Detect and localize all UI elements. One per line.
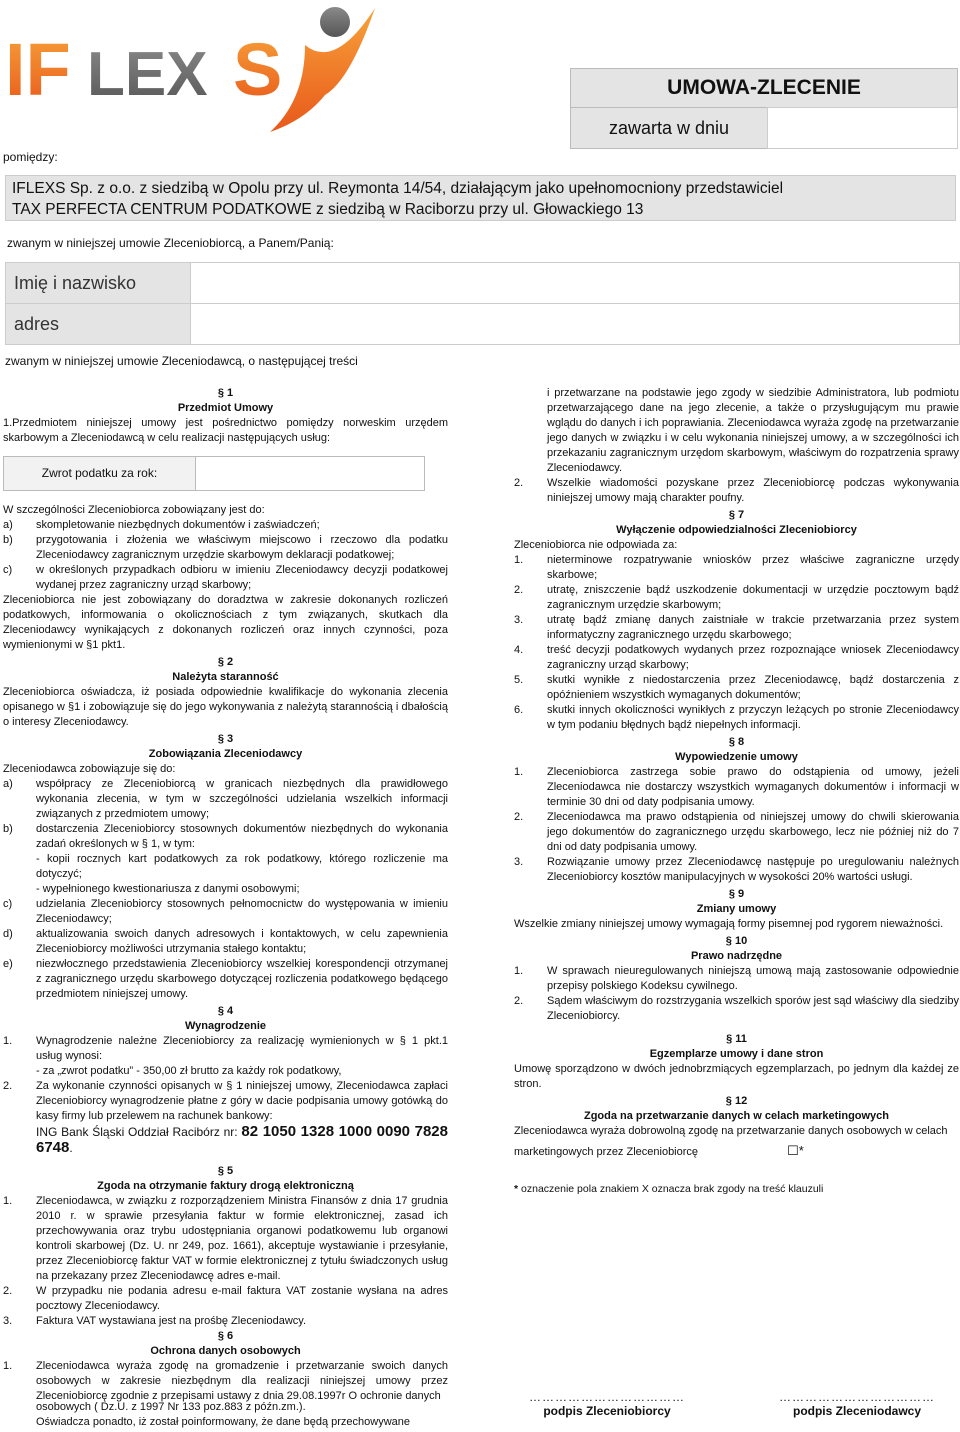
list-item: b) przygotowania i złożenia we właściwym miejscowo i rzeczowo dla podatku Zleceniodawcy zagranicznym urzędzie skarbowym deklaracji podatkowej;	[3, 534, 448, 561]
contractor-party	[5, 175, 956, 221]
section-2-symbol: § 2	[217, 656, 234, 668]
list-item: 3. utratę bądź zmianę danych zaistniałe w trakcie przetwarzania przez system informatyczny zagranicznego urzędu skarbowego;	[514, 614, 959, 641]
section-7-title: Wyłączenie odpowiedzialności Zleceniobiorcy	[616, 524, 857, 536]
section-6-title: Ochrona danych osobowych	[150, 1345, 301, 1357]
list-item: c) w określonych przypadkach odbioru w imieniu Zleceniodawcy decyzji podatkowej wydanej przez zagraniczny urząd skarbowy;	[3, 564, 448, 591]
list-item: 3. Rozwiązanie umowy przez Zleceniodawcę następuje po uregulowaniu należnych Zleceniobiorcy kosztów manipulacyjnych w wysokości 20% wartości usługi.	[514, 856, 959, 883]
section-5-title: Zgoda na otrzymanie faktury drogą elektroniczną	[97, 1180, 354, 1192]
section-12-title: Zgoda na przetwarzanie danych w celach marketingowych	[583, 1110, 890, 1122]
section-7-symbol: § 7	[728, 509, 745, 521]
date-label: zawarta w dniu	[570, 107, 768, 149]
intro-client-text: zwanym w niniejszej umowie Zleceniodawcą, o następującej treści	[5, 354, 358, 368]
list-item: c) udzielania Zleceniobiorcy stosownych pełnomocnictw do występowania w imieniu Zleceniodawcy;	[3, 898, 448, 925]
refund-year-row	[3, 456, 425, 491]
section-10-title: Prawo nadrzędne	[690, 950, 783, 962]
section-4-symbol: § 4	[217, 1005, 234, 1017]
logo-text-if: IF	[5, 28, 71, 111]
section-6-continuation: osobowych ( Dz.U. z 1997 Nr 133 poz.883 z późn.zm.).	[36, 1401, 306, 1413]
section-11-paragraph: Umowę sporządzono w dwóch jednobrzmiących egzemplarzach, po jednym dla każdej ze stron.	[514, 1063, 959, 1090]
refund-year-field[interactable]	[195, 457, 424, 490]
signature-client-label: podpis Zleceniodawcy	[792, 1404, 922, 1418]
section-12-line2	[514, 1143, 959, 1160]
date-field[interactable]	[767, 107, 958, 149]
section-4-title: Wynagrodzenie	[184, 1020, 267, 1032]
list-item: 2. W przypadku nie podania adresu e-mail faktura VAT zostanie wysłana na adres pocztowy Zleceniodawcy.	[3, 1285, 448, 1312]
signature-line: ………………………………	[529, 1390, 685, 1404]
section-7-paragraph: Zleceniobiorca nie odpowiada za:	[514, 539, 678, 551]
section-6-symbol: § 6	[217, 1330, 234, 1342]
signature-line: ………………………………	[779, 1390, 935, 1404]
section-5-symbol: § 5	[217, 1165, 234, 1177]
contract-title: UMOWA-ZLECENIE	[570, 68, 958, 108]
section-9-paragraph: Wszelkie zmiany niniejszej umowy wymagają formy pisemnej pod rygorem nieważności.	[514, 918, 944, 930]
bank-name: ING Bank Śląski Oddział Racibórz nr:	[36, 1125, 238, 1139]
list-item: d) aktualizowania swoich danych adresowych i kontaktowych, w celu zapewnienia Zleceniobiorcy możliwości utrzymania stałego kontaktu;	[3, 928, 448, 955]
section-12-paragraph: Zleceniodawca wyraża dobrowolną zgodę na przetwarzanie danych osobowych w celach	[514, 1125, 948, 1137]
list-subitem: - wypełnionego kwestionariusza z danymi osobowymi;	[36, 883, 300, 895]
list-item: 2. Sądem właściwym do rozstrzygania wszelkich sporów jest sąd właściwy dla siedziby Zleceniobiorcy.	[514, 995, 959, 1022]
logo-text-s: S	[233, 28, 283, 111]
list-item: e) niezwłocznego przedstawienia Zleceniobiorcy wszelkiej korespondencji otrzymanej z zagranicznego urzędu skarbowego dotyczącej rozliczenia podatkowego będącego przedmiotem niniejszej umowy.	[3, 958, 448, 1000]
bank-account: ING Bank Śląski Oddział Racibórz nr: 82 1050 1328 1000 0090 7828 6748.	[36, 1123, 448, 1156]
footnote-star: *	[514, 1183, 519, 1195]
marketing-consent-checkbox[interactable]: ☐*	[787, 1143, 804, 1158]
section-6-tail: i przetwarzane na podstawie jego zgody w siedzibie Administratora, lub podmiotu przetwarzającego dane na jego zlecenie, a także o przysługującym mu prawie wglądu do danych i ich poprawiania. Zleceniodawca wyraża zgodę na przetwarzanie jego danych w związku i w celu wykonania niniejszej umowy, a w szczególności ich przekazaniu zagranicznym urzędom skarbowym, właściwym do rozpatrzenia sprawy Zleceniodawcy.	[547, 387, 959, 474]
section-3-paragraph: Zleceniodawca zobowiązuje się do:	[3, 763, 176, 775]
list-item: 1. Zleceniodawca, w związku z rozporządzeniem Ministra Finansów z dnia 17 grudnia 2010 r. w sprawie przesyłania faktur w formie elektronicznej, zasad ich przechowywania oraz trybu udostępniania organowi podatkowemu lub organowi kontroli skarbowej (Dz. U. nr 249, poz. 1661), akceptuje wystawianie i przesyłanie, przez Zleceniobiorcę faktur VAT w formie elektronicznej z tytułu świadczonych usług na przekazany przez Zleceniodawcę adres e-mail.	[3, 1195, 448, 1282]
list-item: 1. Zleceniodawca wyraża zgodę na gromadzenie i przetwarzanie swoich danych osobowych w zakresie niezbędnym dla realizacji niniejszej umowy przez Zleceniobiorcę zgodnie z przepisami ustawy z dnia 29.08.1997r O ochronie danych	[3, 1360, 448, 1402]
intro-contractor-text: zwanym w niniejszej umowie Zleceniobiorcą, a Panem/Panią:	[7, 236, 334, 250]
list-item: 1. W sprawach nieuregulowanych niniejszą umową mają zastosowanie odpowiednie przepisy polskiego Kodeksu cywilnego.	[514, 965, 959, 992]
between-label: pomiędzy:	[3, 150, 58, 164]
section-1-paragraph: 1.Przedmiotem niniejszej umowy jest pośrednictwo pomiędzy norweskim urzędem skarbowym a Zleceniodawcą w celu realizacji następujących usług:	[3, 417, 448, 444]
section-12-text: marketingowych przez Zleceniobiorcę	[514, 1146, 699, 1158]
footnote	[514, 1182, 959, 1197]
section-8-title: Wypowiedzenie umowy	[675, 751, 798, 763]
refund-year-label: Zwrot podatku za rok:	[41, 466, 158, 480]
list-item: a) współpracy ze Zleceniobiorcą w granicach niezbędnych dla prawidłowego wykonania zlecenia, w tym w szczególności udzielania wszelkich informacji związanych z przedmiotem umowy;	[3, 778, 448, 820]
list-item: a) skompletowanie niezbędnych dokumentów i zaświadczeń;	[3, 519, 320, 531]
logo-text-lex: LEX	[87, 40, 208, 109]
name-label: Imię i nazwisko	[6, 263, 196, 303]
left-column	[3, 386, 448, 1404]
footnote-text: oznaczenie pola znakiem X oznacza brak zgody na treść klauzuli	[521, 1183, 824, 1195]
name-field-row	[5, 262, 960, 304]
signature-client	[762, 1390, 952, 1418]
list-item: 1. Zleceniobiorca zastrzega sobie prawo do odstąpienia od umowy, jeżeli Zleceniodawca nie dostarczy wszystkich wymaganych dokumentów i informacji w terminie 30 dni od daty podpisania umowy.	[514, 766, 959, 808]
company-logo	[5, 0, 405, 140]
list-item: 4. treść decyzji podatkowych wydanych przez rozpoznające wniosek Zleceniodawcy zagraniczny urząd skarbowy;	[514, 644, 959, 671]
list-item: b) dostarczenia Zleceniobiorcy stosownych dokumentów niezbędnych do wykonania zadań określonych w § 1, w tym:	[3, 823, 448, 850]
signature-contractor	[527, 1390, 687, 1418]
logo-figure-head	[320, 7, 350, 37]
section-10-symbol: § 10	[725, 935, 748, 947]
list-item: 1. nieterminowe rozpatrywanie wniosków przez właściwe zagraniczne urzędy skarbowe;	[514, 554, 959, 581]
list-item: 1. Wynagrodzenie należne Zleceniobiorcy za realizację wymienionych w § 1 pkt.1 usług wynosi:	[3, 1035, 448, 1062]
section-11-title: Egzemplarze umowy i dane stron	[649, 1048, 824, 1060]
section-1-title: Przedmiot Umowy	[177, 402, 274, 414]
section-8-symbol: § 8	[728, 736, 745, 748]
section-6-continuation-2: Oświadcza ponadto, iż został poinformowany, że dane będą przechowywane	[36, 1416, 411, 1428]
list-item: 2. Zleceniodawca ma prawo odstąpienia od niniejszej umowy do chwili skierowania jego dokumentów do zagranicznego urzędu skarbowego, lecz nie później niż do 7 dni od daty podpisania umowy.	[514, 811, 959, 853]
iflexs-logo-graphic	[5, 0, 405, 140]
list-item: 6. skutki innych okoliczności wynikłych z przyczyn leżących po stronie Zleceniodawcy w tym podaniu błędnych bądź niepełnych informacji.	[514, 704, 959, 731]
contractor-line-1: IFLEXS Sp. z o.o. z siedzibą w Opolu przy ul. Reymonta 14/54, działającym jako upełnomocniony przedstawiciel	[12, 180, 784, 197]
right-column	[514, 386, 959, 1197]
section-9-symbol: § 9	[728, 888, 745, 900]
section-3-title: Zobowiązania Zleceniodawcy	[148, 748, 303, 760]
contract-date-row	[570, 107, 956, 147]
section-1-symbol: § 1	[217, 387, 234, 399]
section-3-symbol: § 3	[217, 733, 234, 745]
section-11-symbol: § 11	[726, 1033, 747, 1045]
address-field-row	[5, 303, 960, 345]
section-2-title: Należyta staranność	[172, 671, 279, 683]
list-item: 2. Za wykonanie czynności opisanych w § 1 niniejszej umowy, Zleceniodawca zapłaci Zleceniobiorcy wynagrodzenie płatne z góry w dacie podpisania umowy gotówką do kasy firmy lub przelewem na rachunek bankowy:	[3, 1080, 448, 1122]
bank-account-number: 82 1050 1328 1000 0090 7828 6748	[36, 1123, 448, 1156]
list-subitem: - za „zwrot podatku” - 350,00 zł brutto za każdy rok podatkowy,	[36, 1065, 342, 1077]
section-9-title: Zmiany umowy	[696, 903, 777, 915]
signature-contractor-label: podpis Zleceniobiorcy	[543, 1404, 671, 1418]
section-1-obligations: W szczególności Zleceniobiorca zobowiązany jest do:	[3, 504, 265, 516]
left-column-continuation	[36, 1400, 448, 1430]
contractor-line-2: TAX PERFECTA CENTRUM PODATKOWE z siedzibą w Raciborzu przy ul. Głowackiego 13	[12, 201, 644, 218]
address-label: adres	[6, 304, 196, 344]
section-1-tail: Zleceniobiorca nie jest zobowiązany do doradztwa w zakresie dokonanych rozliczeń podatkowych, informowania o okolicznościach z tym związanych, skutkach dla Zleceniodawcy wynikających z dokonanych rozliczeń oraz innych czynności, poza wymienionymi w §1 pkt1.	[3, 594, 448, 651]
list-subitem: - kopii rocznych kart podatkowych za rok podatkowy, którego rozliczenie ma dotyczyć;	[36, 853, 448, 880]
list-item: 2. Wszelkie wiadomości pozyskane przez Zleceniobiorcę podczas wykonywania niniejszej umowy mają charakter poufny.	[514, 477, 959, 504]
list-item: 3. Faktura VAT wystawiana jest na prośbę Zleceniodawcy.	[3, 1315, 307, 1327]
section-2-paragraph: Zleceniobiorca oświadcza, iż posiada odpowiednie kwalifikacje do wykonania zlecenia opisanego w §1 i zobowiązuje się do jego wykonywania z należytą starannością i dbałością o interesy Zleceniodawcy.	[3, 686, 448, 728]
address-field[interactable]	[190, 304, 959, 344]
list-item: 5. skutki wynikłe z niedostarczenia przez Zleceniodawcę, bądź dostarczenia z opóźnieniem wszystkich wymaganych dokumentów;	[514, 674, 959, 701]
list-item: 2. utratę, zniszczenie bądź uszkodzenie dokumentacji w urzędzie pocztowym bądź zagranicznym urzędzie skarbowym;	[514, 584, 959, 611]
section-12-symbol: § 12	[725, 1095, 748, 1107]
name-field[interactable]	[190, 263, 959, 303]
